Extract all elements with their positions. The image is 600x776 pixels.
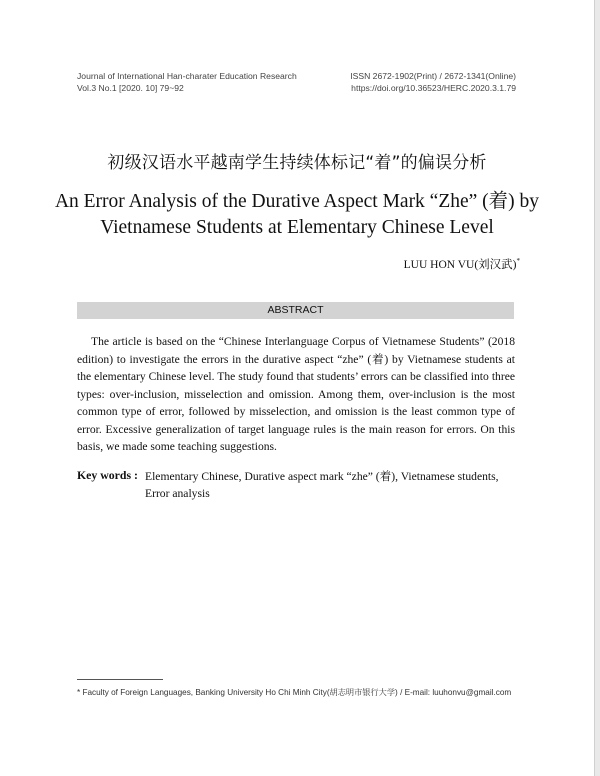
issn-line: ISSN 2672-1902(Print) / 2672-1341(Online) (350, 71, 516, 81)
journal-name: Journal of International Han-charater Education Research (77, 71, 297, 81)
author-footnote-mark: * (516, 257, 520, 266)
author-line (404, 256, 520, 272)
journal-header-left (77, 70, 297, 94)
journal-volume: Vol.3 No.1 [2020. 10] 79~92 (77, 83, 184, 93)
english-title-line-1: An Error Analysis of the Durative Aspect Mark “Zhe” (着) by (54, 191, 540, 212)
abstract-heading: ABSTRACT (267, 304, 324, 316)
abstract-body: The article is based on the “Chinese Interlanguage Corpus of Vietnamese Students” (2018 edition) to investigate the errors in the durative aspect “zhe” (着) by Vietnamese students at the elementary Chinese level. The study found that students’ errors can be classified into three types: over-inclusion, misselection and omission. Among them, over-inclusion is the most common type of error, followed by misselection, and omission is the least common type of error. Excessive generalization of target language rules is the main reason for errors. On this basis, we made some teaching suggestions. (77, 335, 515, 453)
author-name: LUU HON VU(刘汉武) (403, 259, 517, 271)
footnote-divider (77, 679, 163, 680)
chinese-title: 初级汉语水平越南学生持续体标记“着”的偏误分析 (107, 153, 487, 173)
journal-header-right (350, 70, 516, 94)
author-affiliation-footnote: * Faculty of Foreign Languages, Banking University Ho Chi Minh City(胡志明市银行大学) / E-mail: luuhonvu@gmail.com (77, 688, 512, 697)
keywords-label: Key words : (77, 468, 138, 482)
doi-line: https://doi.org/10.36523/HERC.2020.3.1.79 (351, 83, 516, 93)
english-title-line-2: Vietnamese Students at Elementary Chinese Level (100, 217, 494, 238)
keywords-text: Elementary Chinese, Durative aspect mark “zhe” (着), Vietnamese students, Error analysis (145, 470, 499, 500)
abstract-heading-bar (77, 302, 514, 319)
english-title (50, 189, 544, 241)
